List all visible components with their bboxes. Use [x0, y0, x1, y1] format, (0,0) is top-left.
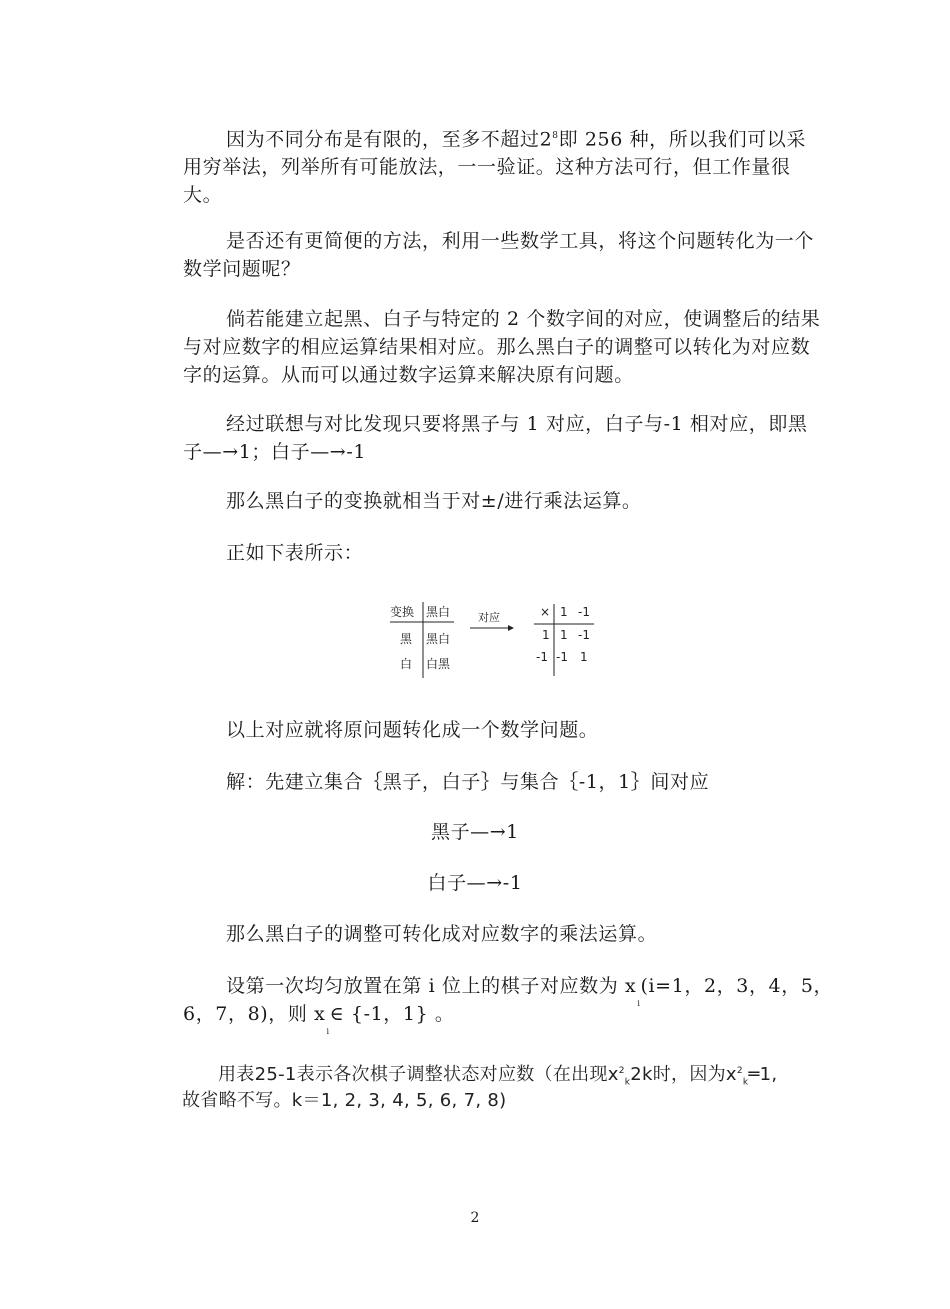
left-row1-label: 黑	[400, 632, 413, 646]
paragraph-2: 是否还有更简便的方法，利用一些数学工具，将这个问题转化为一个数学问题呢？	[183, 230, 815, 280]
left-row2-val: 白黑	[426, 657, 451, 671]
p1-text: 因为不同分布是有限的，至多不超过2	[226, 128, 553, 151]
p10-subscript: i	[637, 999, 641, 1008]
left-header-val: 黑白	[426, 605, 451, 619]
p10-text-d: ∈ {-1，1} 。	[329, 1003, 455, 1025]
right-header-a: 1	[560, 605, 568, 619]
right-row2-b: 1	[580, 650, 588, 664]
paragraph-9: 那么黑白子的调整可转化成对应数字的乘法运算。	[226, 923, 658, 945]
paragraph-7: 以上对应就将原问题转化成一个数学问题。	[226, 719, 599, 741]
arrow-head	[508, 625, 514, 631]
img-line1-sub2: k	[742, 1077, 749, 1088]
p10-text-b: (i=1，2，3，4，5，	[640, 975, 834, 997]
img-line1-exp: 2	[618, 1066, 625, 1076]
paragraph-1	[183, 122, 823, 209]
correspondence-figure	[388, 600, 603, 680]
paragraph-6: 正如下表所示：	[226, 542, 364, 564]
img-line1-b: 2k时，因为x	[630, 1064, 737, 1085]
right-row2-label: -1	[536, 650, 548, 664]
paragraph-4: 经过联想与对比发现只要将黑子与 1 对应，白子与-1 相对应，即黑子—→1；白子—→-1	[183, 413, 808, 463]
right-row1-b: -1	[578, 628, 590, 642]
paragraph-5: 那么黑白子的变换就相当于对±/进行乘法运算。	[226, 490, 642, 512]
right-row1-a: 1	[560, 628, 568, 642]
right-header-b: -1	[578, 605, 590, 619]
arrow-label: 对应	[478, 611, 500, 624]
p10-text-c: 6，7，8)，则 x	[183, 1003, 326, 1025]
img-line1-sub: k	[624, 1077, 631, 1088]
paragraph-3: 倘若能建立起黑、白子与特定的 2 个数字间的对应，使调整后的结果与对应数字的相应运算结果相对应。那么黑白子的调整可以转化为对应数字的运算。从而可以通过数字运算来解决原有问题。	[183, 308, 821, 386]
right-row2-a: -1	[556, 650, 568, 664]
p1-rest-text: 即 256 种，所以我们可以采用穷举法，列举所有可能放法，一一验证。这种方法可行，但工作量很大。	[183, 128, 806, 207]
img-line1-c: ═1,	[748, 1064, 778, 1085]
left-row1-val: 黑白	[426, 632, 451, 646]
p1-superscript: 8	[552, 131, 559, 141]
right-row1-label: 1	[542, 628, 550, 642]
mapping-white: 白子—→-1	[427, 872, 523, 894]
paragraph-10-line2	[183, 1000, 455, 1036]
mapping-black: 黑子—→1	[430, 821, 519, 843]
left-header-op: 变换	[390, 605, 415, 619]
paragraph-8: 解：先建立集合｛黑子，白子｝与集合｛-1，1｝间对应	[226, 771, 710, 793]
img-line1-a: 用表25-1表示各次棋子调整状态对应数（在出现x	[218, 1064, 619, 1085]
p10-text-a: 设第一次均匀放置在第 i 位上的棋子对应数为 x	[226, 975, 637, 997]
image-text-line-2: 故省略不写。k＝1, 2, 3, 4, 5, 6, 7, 8)	[182, 1090, 507, 1111]
right-header-op: ×	[540, 605, 551, 619]
left-row2-label: 白	[400, 657, 413, 671]
p10-subscript-2: i	[326, 1027, 330, 1036]
page-number: 2	[470, 1210, 480, 1226]
img-line1-exp2: 2	[736, 1066, 743, 1076]
